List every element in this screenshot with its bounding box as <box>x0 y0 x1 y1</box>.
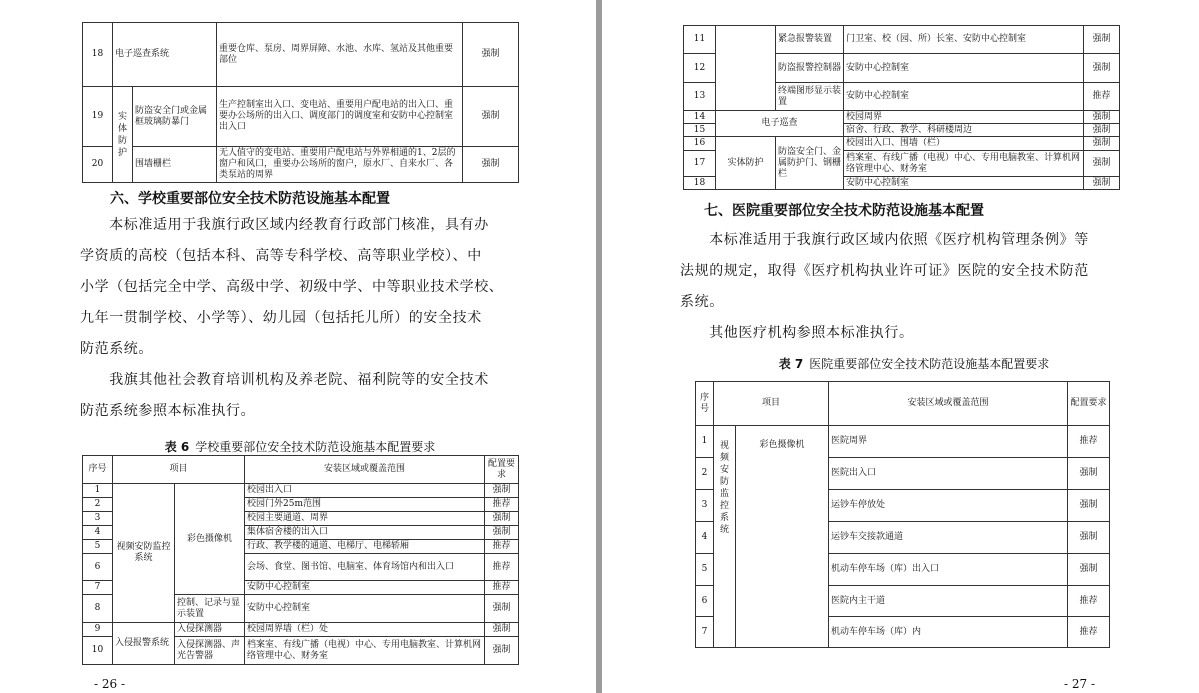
requirement-cell: 推荐 <box>1068 426 1110 458</box>
item-cell: 围墙栅栏 <box>133 147 217 183</box>
row-number: 1 <box>696 426 714 458</box>
area-cell: 生产控制室出入口、变电站、重要用户配电站的出入口、重要办公场所的出入口、调度部门的调度室和安防中心控制室出入口 <box>217 87 463 147</box>
row-number: 19 <box>83 87 113 147</box>
text-line: 本标准适用于我旗行政区域内依照《医疗机构管理条例》等 <box>680 232 1089 248</box>
text-line: 本标准适用于我旗行政区域内经教育行政部门核准，具有办 <box>80 217 489 233</box>
row-number: 2 <box>83 498 113 512</box>
area-cell: 校园门外25m范围 <box>245 498 485 512</box>
row-number: 17 <box>684 151 716 177</box>
area-cell: 无人值守的变电站、重要用户配电站与外界相通的1、2层的窗户和风口，重要办公场所的窗户，原水厂、自来水厂、各类泵站的周界 <box>217 147 463 183</box>
page-number: - 27 - <box>1064 677 1096 691</box>
table-row <box>83 87 519 147</box>
table-caption <box>80 438 520 455</box>
group-cell: 视频安防监控系统 <box>714 426 736 648</box>
text-line: 学资质的高校（包括本科、高等专科学校、高等职业学校）、中 <box>80 248 482 264</box>
table-6 <box>82 455 519 665</box>
body-text <box>80 210 525 427</box>
header-no: 序号 <box>83 456 113 484</box>
area-cell: 运钞车交接款通道 <box>829 522 1068 554</box>
row-number: 10 <box>83 637 113 665</box>
table-row <box>684 26 1120 54</box>
row-number: 14 <box>684 111 716 124</box>
row-number: 3 <box>696 490 714 522</box>
text-line: 防范系统参照本标准执行。 <box>80 403 256 419</box>
requirement-cell: 强制 <box>485 484 519 498</box>
area-cell: 医院内主干道 <box>829 586 1068 617</box>
requirement-cell: 推荐 <box>485 581 519 595</box>
row-number: 20 <box>83 147 113 183</box>
area-cell: 机动车停车场（库）内 <box>829 617 1068 648</box>
row-number: 7 <box>83 581 113 595</box>
row-number: 6 <box>696 586 714 617</box>
area-cell: 行政、教学楼的通道、电梯厅、电梯轿厢 <box>245 540 485 554</box>
row-number: 16 <box>684 137 716 151</box>
requirement-cell: 强制 <box>1084 54 1120 83</box>
area-cell: 门卫室、校（园、所）长室、安防中心控制室 <box>844 26 1084 54</box>
requirement-cell: 强制 <box>1084 177 1120 190</box>
area-cell: 安防中心控制室 <box>844 83 1084 111</box>
group-cell: 实体防护 <box>716 137 776 190</box>
area-cell: 安防中心控制室 <box>245 581 485 595</box>
requirement-cell: 推荐 <box>485 540 519 554</box>
requirement-cell: 强制 <box>463 87 519 147</box>
requirement-cell: 强制 <box>1084 137 1120 151</box>
item-cell: 电子巡查系统 <box>113 23 217 87</box>
table-7 <box>695 381 1110 648</box>
requirement-cell: 强制 <box>1084 111 1120 124</box>
requirement-cell: 强制 <box>485 595 519 623</box>
table-row <box>696 426 1110 458</box>
item-cell: 防盗报警控制器 <box>776 54 844 83</box>
area-cell: 重要仓库、泵房、周界屏障、水池、水库、氢站及其他重要部位 <box>217 23 463 87</box>
area-cell: 会场、食堂、图书馆、电脑室、体育场馆内和出入口 <box>245 554 485 581</box>
header-item: 项目 <box>714 382 829 426</box>
caption-title: 医院重要部位安全技术防范设施基本配置要求 <box>809 357 1050 371</box>
row-number: 1 <box>83 484 113 498</box>
area-cell: 档案室、有线广播（电视）中心、专用电脑教室、计算机网络管理中心、财务室 <box>245 637 485 665</box>
area-cell: 安防中心控制室 <box>245 595 485 623</box>
requirement-cell: 强制 <box>485 637 519 665</box>
row-number: 15 <box>684 124 716 137</box>
row-number: 8 <box>83 595 113 623</box>
text-line: 防范系统。 <box>80 341 153 357</box>
requirement-cell: 强制 <box>1068 554 1110 586</box>
area-cell: 集体宿舍楼的出入口 <box>245 526 485 540</box>
header-item: 项目 <box>113 456 245 484</box>
requirement-cell: 推荐 <box>1084 83 1120 111</box>
area-cell: 校园主要通道、周界 <box>245 512 485 526</box>
requirement-cell: 强制 <box>485 526 519 540</box>
requirement-cell: 强制 <box>1084 26 1120 54</box>
requirement-cell: 强制 <box>463 23 519 87</box>
row-number: 5 <box>83 540 113 554</box>
area-cell: 医院周界 <box>829 426 1068 458</box>
caption-label: 表 6 <box>164 440 190 454</box>
row-number: 7 <box>696 617 714 648</box>
table-row <box>83 147 519 183</box>
row-number: 6 <box>83 554 113 581</box>
item-cell: 终端图形显示装置 <box>776 83 844 111</box>
area-cell: 校园出入口 <box>245 484 485 498</box>
table-continued-top <box>82 22 519 183</box>
text-line: 法规的规定，取得《医疗机构执业许可证》医院的安全技术防范 <box>680 263 1089 279</box>
area-cell: 医院出入口 <box>829 458 1068 490</box>
requirement-cell: 强制 <box>1068 522 1110 554</box>
requirement-cell: 强制 <box>1068 458 1110 490</box>
sub-item-cell: 彩色摄像机 <box>736 426 829 648</box>
text-line: 九年一贯制学校、小学等）、幼儿园（包括托儿所）的安全技术 <box>80 310 482 326</box>
text-line: 小学（包括完全中学、高级中学、初级中学、中等职业技术学校、 <box>80 279 504 295</box>
area-cell: 机动车停车场（库）出入口 <box>829 554 1068 586</box>
text-line: 系统。 <box>680 294 724 310</box>
area-cell: 安防中心控制室 <box>844 54 1084 83</box>
area-cell: 档案室、有线广播（电视）中心、专用电脑教室、计算机网络管理中心、财务室 <box>844 151 1084 177</box>
row-number: 18 <box>684 177 716 190</box>
requirement-cell: 推荐 <box>485 498 519 512</box>
table-caption <box>694 355 1134 372</box>
body-text <box>680 225 1130 349</box>
area-cell: 安防中心控制室 <box>844 177 1084 190</box>
requirement-cell: 强制 <box>1068 490 1110 522</box>
table-row <box>83 484 519 498</box>
item-cell: 紧急报警装置 <box>776 26 844 54</box>
requirement-cell: 推荐 <box>1068 617 1110 648</box>
row-number: 12 <box>684 54 716 83</box>
requirement-cell: 强制 <box>463 147 519 183</box>
group-cell: 入侵报警系统 <box>113 623 175 665</box>
table-header-row <box>696 382 1110 426</box>
table-row <box>83 23 519 87</box>
requirement-cell: 强制 <box>485 512 519 526</box>
text-line: 其他医疗机构参照本标准执行。 <box>680 325 914 341</box>
sub-item-cell: 彩色摄像机 <box>175 484 245 595</box>
requirement-cell: 强制 <box>1084 151 1120 177</box>
requirement-cell: 强制 <box>485 623 519 637</box>
section-heading: 七、医院重要部位安全技术防范设施基本配置 <box>704 203 984 219</box>
table-row <box>83 623 519 637</box>
header-no: 序号 <box>696 382 714 426</box>
page-26 <box>0 0 596 693</box>
section-heading: 六、学校重要部位安全技术防范设施基本配置 <box>110 191 390 207</box>
area-cell: 校园周界墙（栏）处 <box>245 623 485 637</box>
row-number: 2 <box>696 458 714 490</box>
requirement-cell: 强制 <box>1084 124 1120 137</box>
area-cell: 运钞车停放处 <box>829 490 1068 522</box>
requirement-cell: 推荐 <box>485 554 519 581</box>
item-cell: 防盗安全门、金属防护门、钢栅栏 <box>776 137 844 190</box>
table-row <box>684 111 1120 124</box>
group-cell: 实体防护 <box>113 87 133 183</box>
item-cell: 防盗安全门或金属框玻璃防暴门 <box>133 87 217 147</box>
header-area: 安装区域或覆盖范围 <box>245 456 485 484</box>
group-cell: 视频安防监控系统 <box>113 484 175 623</box>
area-cell: 校园出入口、围墙（栏） <box>844 137 1084 151</box>
page-number: - 26 - <box>94 677 126 691</box>
group-cell: 电子巡查 <box>716 111 844 137</box>
table-continued-top <box>683 25 1120 190</box>
row-number: 9 <box>83 623 113 637</box>
row-number: 11 <box>684 26 716 54</box>
header-requirement: 配置要求 <box>1068 382 1110 426</box>
caption-title: 学校重要部位安全技术防范设施基本配置要求 <box>195 440 436 454</box>
table-row <box>684 137 1120 151</box>
area-cell: 宿舍、行政、教学、科研楼周边 <box>844 124 1084 137</box>
requirement-cell: 推荐 <box>1068 586 1110 617</box>
row-number: 5 <box>696 554 714 586</box>
area-cell: 校园周界 <box>844 111 1084 124</box>
header-area: 安装区域或覆盖范围 <box>829 382 1068 426</box>
caption-label: 表 7 <box>778 357 804 371</box>
sub-item-cell: 入侵探测器 <box>175 623 245 637</box>
row-number: 4 <box>83 526 113 540</box>
row-number: 4 <box>696 522 714 554</box>
row-number: 18 <box>83 23 113 87</box>
row-number: 13 <box>684 83 716 111</box>
sub-item-cell: 控制、记录与显示装置 <box>175 595 245 623</box>
text-line: 我旗其他社会教育培训机构及养老院、福利院等的安全技术 <box>80 372 489 388</box>
group-cell <box>716 26 776 111</box>
table-header-row <box>83 456 519 484</box>
row-number: 3 <box>83 512 113 526</box>
page-27 <box>602 0 1199 693</box>
sub-item-cell: 入侵探测器、声光告警器 <box>175 637 245 665</box>
header-requirement: 配置要求 <box>485 456 519 484</box>
